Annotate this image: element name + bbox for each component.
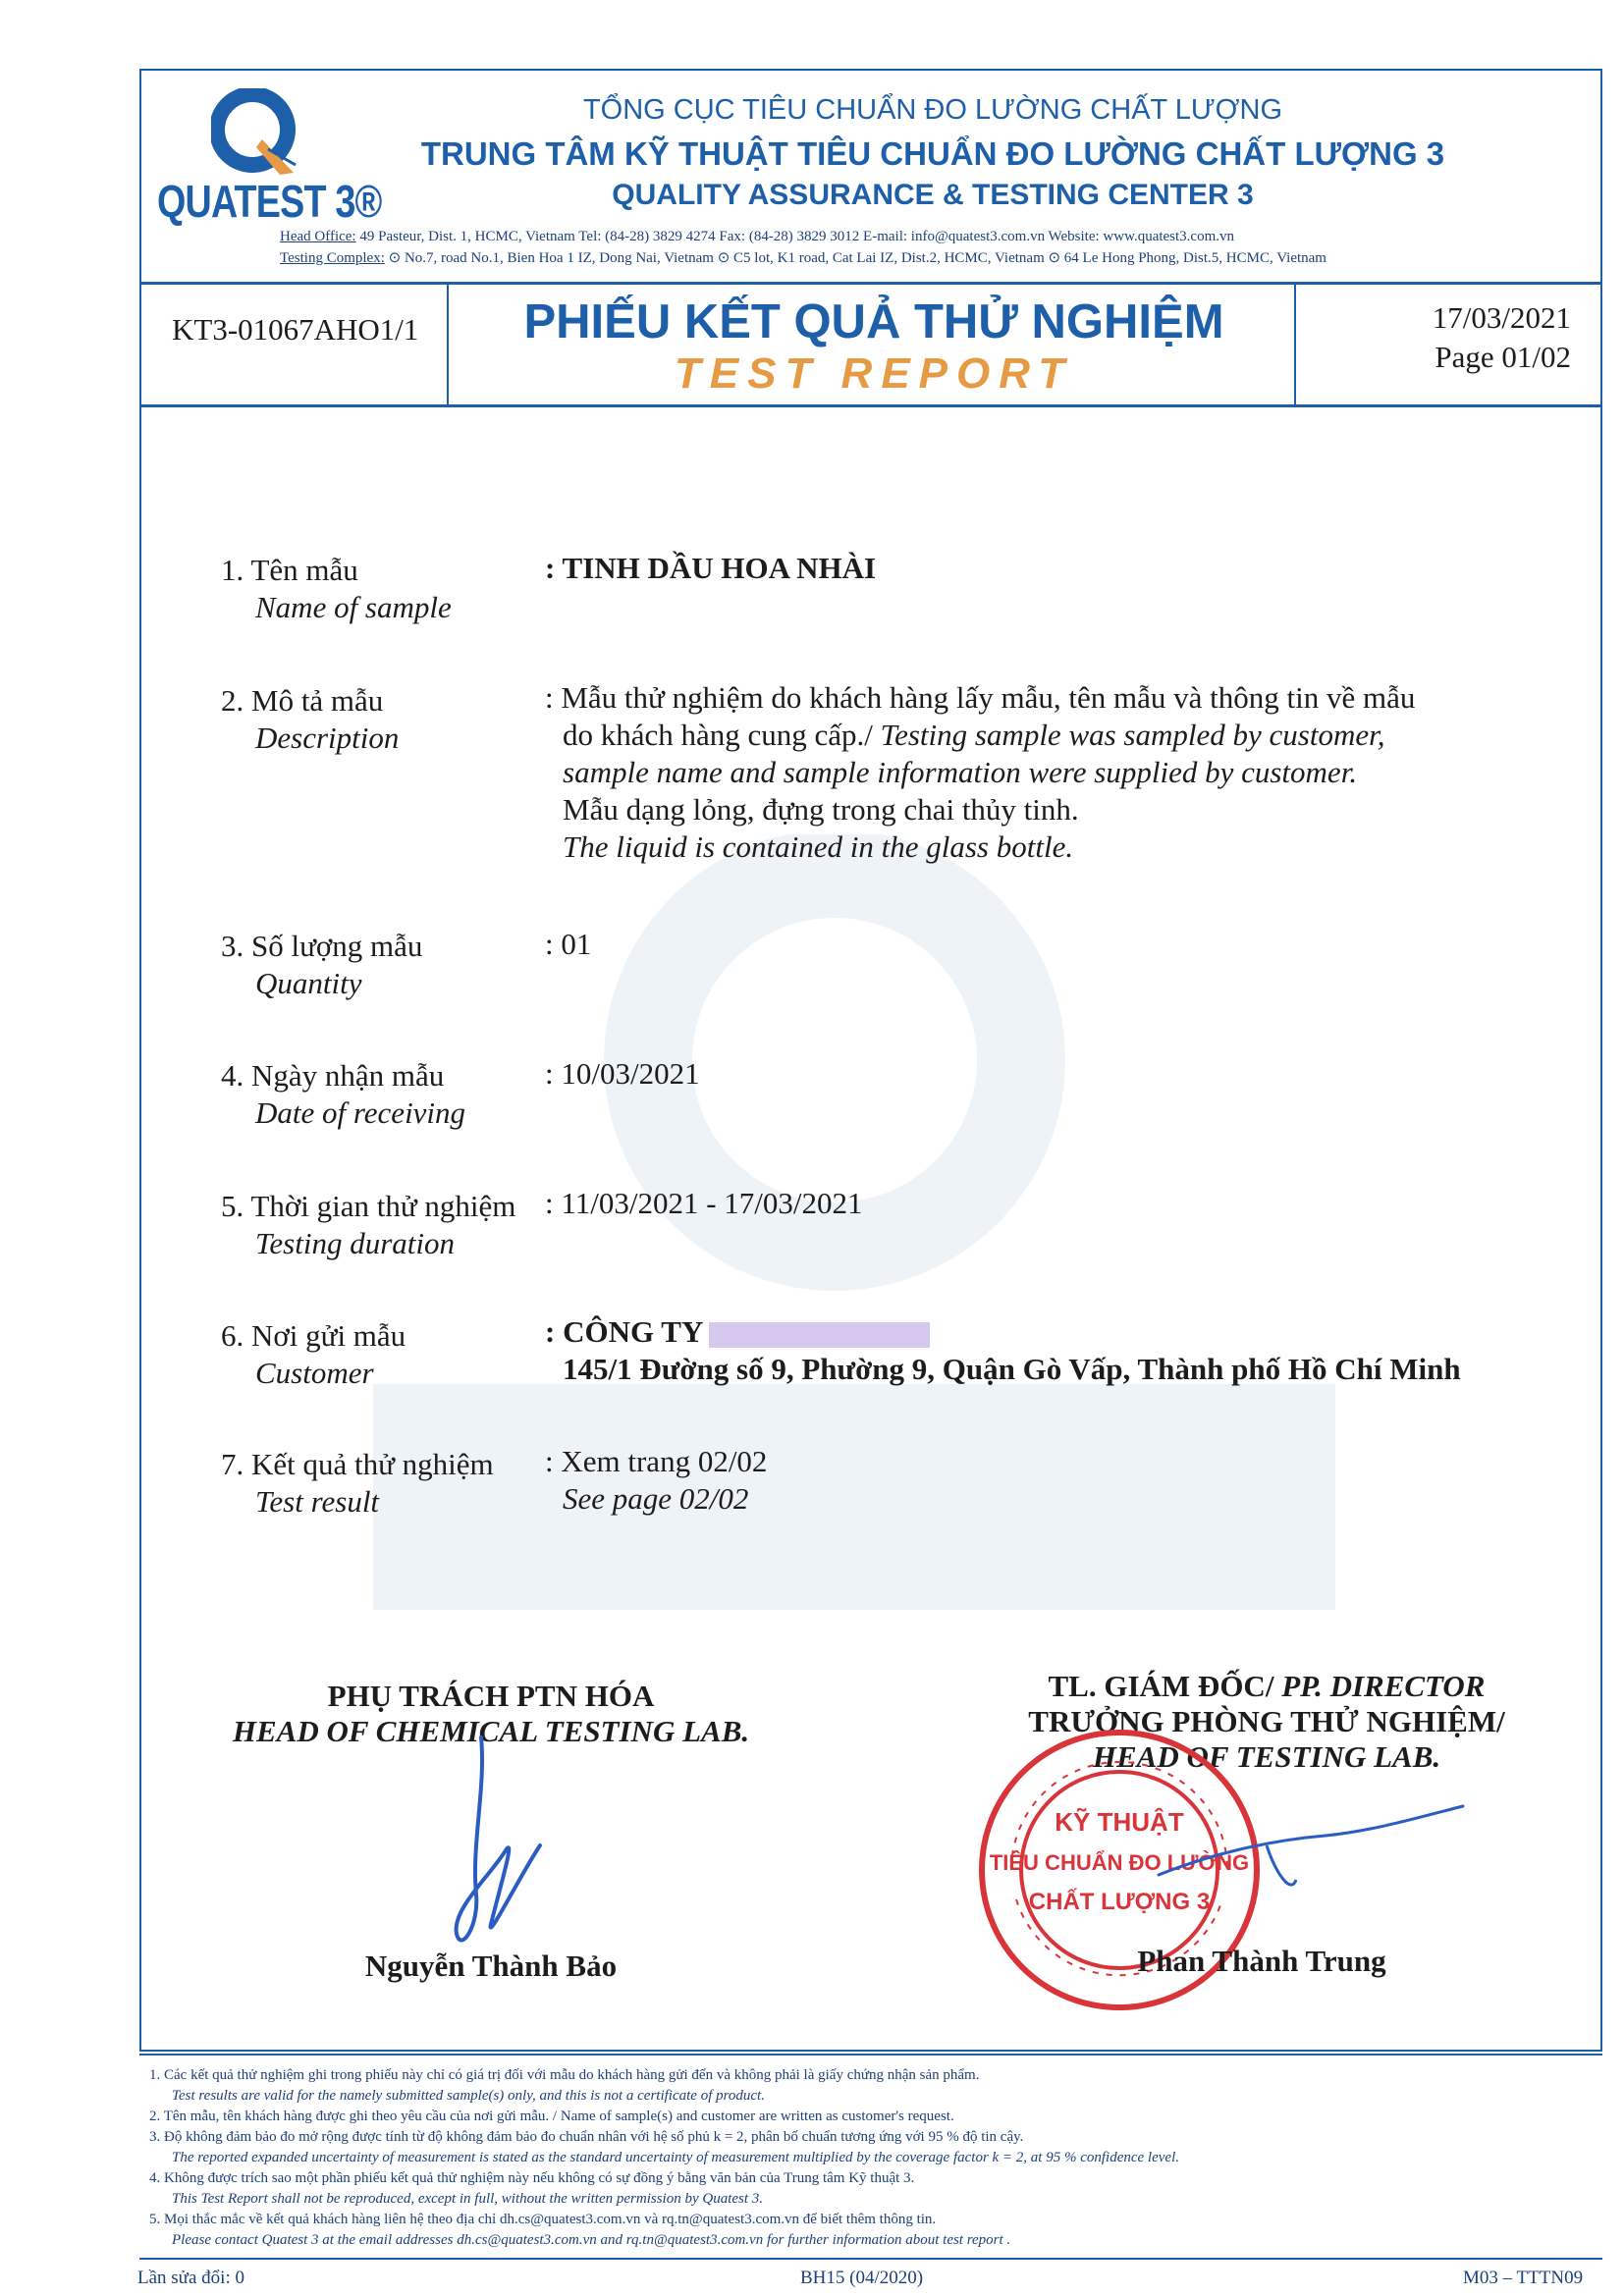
testing-complex-label: Testing Complex: — [280, 250, 385, 266]
date-of-receiving-value: : 10/03/2021 — [545, 1056, 700, 1091]
field-1-label-en: Name of sample — [255, 590, 452, 624]
field-2-value — [545, 679, 1415, 866]
field-6-label-en: Customer — [255, 1356, 374, 1390]
field-4-label-vi: 4. Ngày nhận mẫu — [221, 1058, 445, 1093]
note-1: 1. Các kết quả thử nghiệm ghi trong phiếu này chỉ có giá trị đối với mẫu do khách hàng gửi đến và không phải là giấy chứng nhận sản phẩm. — [149, 2067, 980, 2083]
title-vietnamese: PHIẾU KẾT QUẢ THỬ NGHIỆM — [523, 295, 1224, 348]
field-customer — [221, 1317, 406, 1392]
field-2-label-en: Description — [255, 721, 400, 755]
field-4-label-en: Date of receiving — [255, 1095, 466, 1130]
field-quantity — [221, 928, 422, 1002]
title-english: TEST REPORT — [674, 349, 1074, 398]
report-date: 17/03/2021 — [1432, 300, 1571, 335]
sample-name: : TINH DẦU HOA NHÀI — [545, 551, 877, 585]
svg-text:KỸ THUẬT: KỸ THUẬT — [1055, 1807, 1184, 1837]
note-5: 5. Mọi thắc mắc về kết quả khách hàng liên hệ theo địa chỉ dh.cs@quatest3.com.vn và rq.tn@quatest3.com.vn để biết thêm thông tin. — [149, 2212, 937, 2227]
redaction-block — [709, 1322, 930, 1348]
customer-value — [545, 1313, 1461, 1388]
description-line-2-vi: do khách hàng cung cấp./ — [563, 718, 873, 752]
revision-number: Lần sửa đổi: 0 — [137, 2268, 244, 2288]
note-5-en: Please contact Quatest 3 at the email addresses dh.cs@quatest3.com.vn and rq.tn@quatest3.com.vn for further information about test report . — [172, 2232, 1011, 2248]
testing-duration-value: : 11/03/2021 - 17/03/2021 — [545, 1186, 863, 1220]
watermark-logo-icon — [373, 834, 1355, 1639]
field-5-label-en: Testing duration — [255, 1226, 455, 1260]
note-1-en: Test results are valid for the namely submitted sample(s) only, and this is not a certificate of product. — [172, 2088, 765, 2104]
field-3-label-vi: 3. Số lượng mẫu — [221, 929, 423, 963]
field-2-label-vi: 2. Mô tả mẫu — [221, 683, 384, 718]
right-title-vi: TL. GIÁM ĐỐC/ — [1048, 1669, 1274, 1703]
customer-name: : CÔNG TY — [545, 1314, 704, 1349]
svg-text:CHẤT LƯỢNG 3: CHẤT LƯỢNG 3 — [1028, 1889, 1211, 1915]
page-number: Page 01/02 — [1435, 340, 1571, 374]
left-title-vi: PHỤ TRÁCH PTN HÓA — [327, 1679, 655, 1713]
field-6-label-vi: 6. Nơi gửi mẫu — [221, 1318, 406, 1353]
quantity-value: : 01 — [545, 927, 592, 961]
right-title-line-1 — [962, 1669, 1571, 1704]
logo-wordmark: QUATEST 3® — [157, 176, 382, 227]
test-result-vi: : Xem trang 02/02 — [545, 1444, 768, 1478]
head-office-text: 49 Pasteur, Dist. 1, HCMC, Vietnam Tel: (84-28) 3829 4274 Fax: (84-28) 3829 3012 E-mail: info@quatest3.com.vn Website: www.quatest3.com.vn — [359, 229, 1235, 244]
org-line-2: TRUNG TÂM KỸ THUẬT TIÊU CHUẨN ĐO LƯỜNG CHẤT LƯỢNG 3 — [420, 135, 1445, 172]
head-office-line — [280, 229, 1234, 245]
right-title-en: PP. DIRECTOR — [1273, 1669, 1486, 1703]
svg-text:TIÊU CHUẨN ĐO LƯỜNG: TIÊU CHUẨN ĐO LƯỜNG — [989, 1850, 1250, 1875]
description-line-4: Mẫu dạng lỏng, đựng trong chai thủy tinh. — [563, 792, 1079, 827]
field-5-label-vi: 5. Thời gian thử nghiệm — [221, 1189, 516, 1223]
description-line-2-en: Testing sample was sampled by customer, — [872, 718, 1385, 752]
document-number: KT3-01067AHO1/1 — [172, 312, 419, 347]
field-7-label-vi: 7. Kết quả thử nghiệm — [221, 1447, 494, 1481]
form-code: BH15 (04/2020) — [800, 2268, 924, 2288]
left-signature-icon — [432, 1728, 550, 1963]
field-name-of-sample — [221, 552, 452, 626]
field-description — [221, 682, 399, 757]
head-office-label: Head Office: — [280, 229, 356, 244]
field-7-label-en: Test result — [255, 1484, 380, 1519]
note-2: 2. Tên mẫu, tên khách hàng được ghi theo yêu cầu của nơi gửi mẫu. / Name of sample(s) and customer are written as customer's request. — [149, 2109, 954, 2124]
note-4: 4. Không được trích sao một phần phiếu kết quả thử nghiệm này nếu không có sự đồng ý bằng văn bản của Trung tâm Kỹ thuật 3. — [149, 2170, 915, 2186]
right-signature-icon — [1149, 1787, 1473, 1904]
note-4-en: This Test Report shall not be reproduced, except in full, without the written permission by Quatest 3. — [172, 2191, 764, 2207]
description-line-3: sample name and sample information were supplied by customer. — [563, 755, 1358, 789]
test-result-value — [545, 1443, 767, 1518]
org-line-3: QUALITY ASSURANCE & TESTING CENTER 3 — [612, 179, 1254, 211]
test-result-en: See page 02/02 — [563, 1481, 749, 1516]
customer-name-line — [545, 1313, 1461, 1351]
note-3: 3. Độ không đảm bảo đo mở rộng được tính từ độ không đảm bảo đo chuẩn nhân với hệ số phủ k = 2, phân bố chuẩn tương ứng với 95 % độ tin cậy. — [149, 2129, 1024, 2145]
description-line-1: : Mẫu thử nghiệm do khách hàng lấy mẫu, tên mẫu và thông tin về mẫu — [545, 680, 1416, 715]
left-signatory-name: Nguyễn Thành Bảo — [364, 1949, 618, 1983]
form-number: M03 – TTTN09 — [1463, 2268, 1584, 2288]
field-3-label-en: Quantity — [255, 966, 362, 1000]
org-line-1: TỔNG CỤC TIÊU CHUẨN ĐO LƯỜNG CHẤT LƯỢNG — [582, 94, 1283, 126]
note-3-en: The reported expanded uncertainty of measurement is stated as the standard uncertainty of measurement multiplied by the coverage factor k = 2, at 95 % confidence level. — [172, 2150, 1179, 2165]
quatest-logo-icon — [211, 88, 299, 177]
field-1-label-vi: 1. Tên mẫu — [221, 553, 358, 587]
left-title-en: HEAD OF CHEMICAL TESTING LAB. — [232, 1714, 750, 1748]
title-divider-left — [447, 285, 449, 407]
right-signatory-name: Phan Thành Trung — [1137, 1944, 1386, 1978]
description-line-5: The liquid is contained in the glass bottle. — [563, 829, 1074, 864]
field-1-value — [545, 550, 876, 587]
field-testing-duration — [221, 1188, 515, 1262]
testing-complex-line — [280, 248, 1326, 267]
testing-complex-text: ⊙ No.7, road No.1, Bien Hoa 1 IZ, Dong Nai, Vietnam ⊙ C5 lot, K1 road, Cat Lai IZ, Dist.2, HCMC, Vietnam ⊙ 64 Le Hong Phong, Dist.5, HCMC, Vietnam — [388, 250, 1326, 266]
field-date-of-receiving — [221, 1057, 465, 1132]
right-title-line-3: HEAD OF TESTING LAB. — [1092, 1739, 1441, 1774]
description-line-2 — [545, 717, 1415, 754]
field-test-result — [221, 1446, 494, 1521]
customer-address: 145/1 Đường số 9, Phường 9, Quận Gò Vấp, Thành phố Hồ Chí Minh — [563, 1352, 1461, 1386]
right-title-line-2: TRƯỞNG PHÒNG THỬ NGHIỆM/ — [1028, 1704, 1505, 1738]
